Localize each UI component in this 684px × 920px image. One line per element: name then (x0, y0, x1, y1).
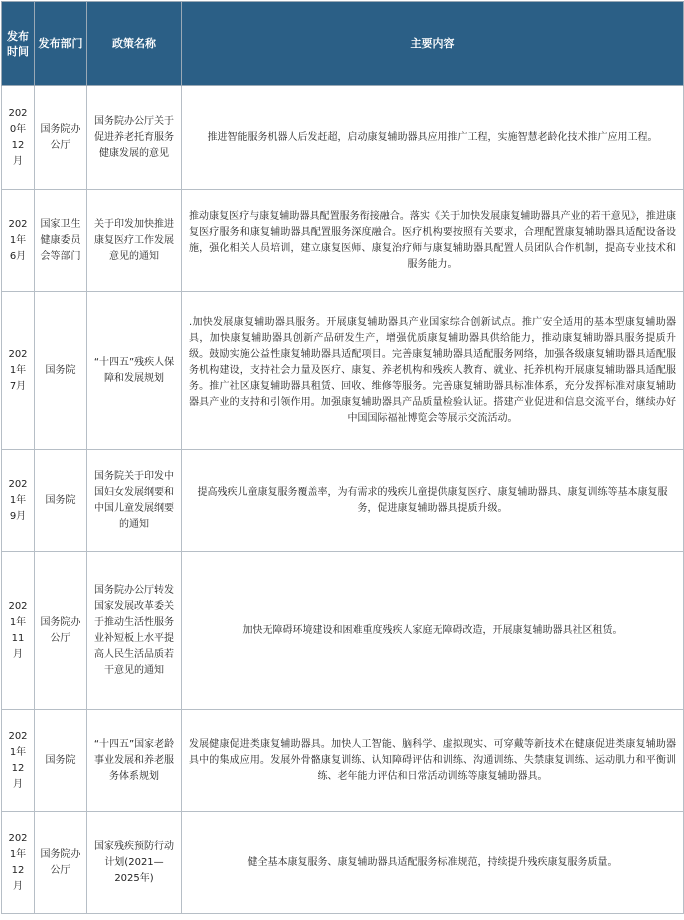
row-policy-name: 国务院办公厅转发国家发展改革委关于推动生活性服务业补短板上水平提高人民生活品质若干意见的通知 (87, 552, 182, 710)
table-row (2, 710, 684, 812)
row-department: 国务院 (35, 292, 87, 450)
table-row (2, 190, 684, 292)
row-main-content: 推动康复医疗与康复辅助器具配置服务衔接融合。落实《关于加快发展康复辅助器具产业的若干意见》，推进康复医疗服务和康复辅助器具配置服务深度融合。医疗机构要按照有关要求，合理配置康复辅助器具适配设备设施，强化相关人员培训，建立康复医师、康复治疗师与康复辅助器具配置人员团队合作机制，提高专业技术和服务能力。 (182, 190, 684, 292)
row-main-content: 健全基本康复服务、康复辅助器具适配服务标准规范，持续提升残疾康复服务质量。 (182, 812, 684, 914)
row-department: 国务院办公厅 (35, 812, 87, 914)
header-main-content: 主要内容 (182, 2, 684, 86)
table-header-row (2, 2, 684, 86)
header-date: 发布时间 (2, 2, 35, 86)
row-main-content: 提高残疾儿童康复服务覆盖率，为有需求的残疾儿童提供康复医疗、康复辅助器具、康复训练等基本康复服务，促进康复辅助器具提质升级。 (182, 450, 684, 552)
row-main-content: 加快无障碍环境建设和困难重度残疾人家庭无障碍改造，开展康复辅助器具社区租赁。 (182, 552, 684, 710)
table-row (2, 86, 684, 190)
table-row (2, 812, 684, 914)
row-date: 2021年6月 (2, 190, 35, 292)
row-department: 国务院 (35, 450, 87, 552)
table-row (2, 552, 684, 710)
row-department: 国家卫生健康委员会等部门 (35, 190, 87, 292)
row-department: 国务院办公厅 (35, 552, 87, 710)
header-department: 发布部门 (35, 2, 87, 86)
row-policy-name: 国家残疾预防行动计划(2021—2025年) (87, 812, 182, 914)
table-row (2, 450, 684, 552)
table-row (2, 292, 684, 450)
row-policy-name: 国务院关于印发中国妇女发展纲要和中国儿童发展纲要的通知 (87, 450, 182, 552)
row-policy-name: 国务院办公厅关于促进养老托育服务健康发展的意见 (87, 86, 182, 190)
row-date: 2021年7月 (2, 292, 35, 450)
row-date: 2021年11月 (2, 552, 35, 710)
row-date: 2021年12月 (2, 710, 35, 812)
row-policy-name: “十四五”残疾人保障和发展规划 (87, 292, 182, 450)
row-policy-name: 关于印发加快推进康复医疗工作发展意见的通知 (87, 190, 182, 292)
row-date: 2021年9月 (2, 450, 35, 552)
row-policy-name: “十四五”国家老龄事业发展和养老服务体系规划 (87, 710, 182, 812)
row-main-content: 发展健康促进类康复辅助器具。加快人工智能、脑科学、虚拟现实、可穿戴等新技术在健康促进类康复辅助器具中的集成应用。发展外骨骼康复训练、认知障碍评估和训练、沟通训练、失禁康复训练、运动肌力和平衡训练、老年能力评估和日常活动训练等康复辅助器具。 (182, 710, 684, 812)
row-main-content: .加快发展康复辅助器具服务。开展康复辅助器具产业国家综合创新试点。推广安全适用的基本型康复辅助器具，加快康复辅助器具创新产品研发生产，增强优质康复辅助器具供给能力，推动康复辅助器具服务提质升级。鼓励实施公益性康复辅助器具适配项目。完善康复辅助器具适配服务网络，加强各级康复辅助器具适配服务机构建设，支持社会力量及医疗、康复、养老机构和残疾人教育、就业、托养机构开展康复辅助器具适配服务。推广社区康复辅助器具租赁、回收、维修等服务。完善康复辅助器具标准体系，充分发挥标准对康复辅助器具产业的支持和引领作用。加强康复辅助器具产品质量检验认证。搭建产业促进和信息交流平台，继续办好中国国际福祉博览会等展示交流活动。 (182, 292, 684, 450)
header-policy-name: 政策名称 (87, 2, 182, 86)
row-main-content: 推进智能服务机器人后发赶超，启动康复辅助器具应用推广工程，实施智慧老龄化技术推广应用工程。 (182, 86, 684, 190)
row-date: 2021年12月 (2, 812, 35, 914)
row-department: 国务院办公厅 (35, 86, 87, 190)
policy-table (1, 1, 684, 914)
row-date: 2020年12月 (2, 86, 35, 190)
row-department: 国务院 (35, 710, 87, 812)
